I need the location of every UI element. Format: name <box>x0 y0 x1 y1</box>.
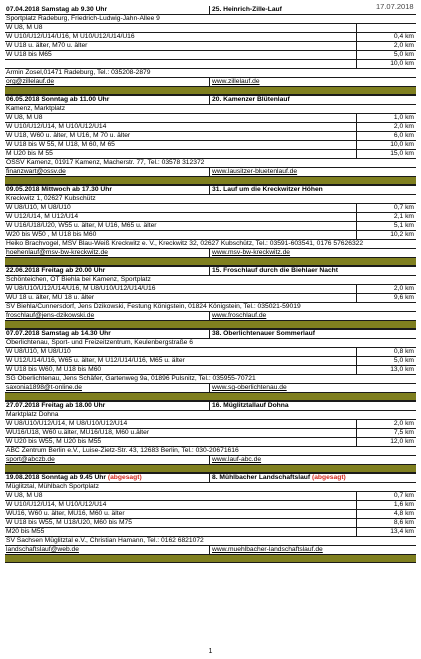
event-location: Schönteichen, OT Biehla bei Kamenz, Sportplatz <box>6 276 151 283</box>
website-link[interactable]: www.sg-oberlichtenau.de <box>212 384 287 391</box>
organizer-info: SG Oberlichtenau, Jens Schäfer, Gartenweg 9a, 01896 Pulsnitz, Tel.: 035955-70721 <box>6 375 256 382</box>
class-row <box>5 231 416 240</box>
cancelled-badge: (abgesagt) <box>311 474 346 481</box>
class-row <box>5 150 416 159</box>
class-label: W U12/U14/U16, W65 u. älter, M U12/U14/U16, M65 u. älter <box>6 357 185 364</box>
class-distance: 6,0 km <box>356 132 416 140</box>
class-label: W U18 bis M65 <box>6 51 52 58</box>
event-block <box>5 266 416 329</box>
class-label: W U10/U12/U14/U16, M U10/U12/U14/U16 <box>6 33 135 40</box>
event-header-row <box>5 186 416 195</box>
class-distance: 8,6 km <box>356 519 416 527</box>
event-name <box>210 267 416 275</box>
contact-row <box>5 384 416 393</box>
organizer-row <box>5 537 416 546</box>
event-separator <box>5 393 416 401</box>
class-row <box>5 357 416 366</box>
event-name <box>210 6 416 14</box>
event-name <box>210 474 416 482</box>
organizer-row <box>5 375 416 384</box>
event-title: 38. Oberlichtenauer Sommerlauf <box>212 330 315 337</box>
contact-row <box>5 546 416 555</box>
class-distance: 15,0 km <box>356 150 416 158</box>
class-distance: 10,0 km <box>356 141 416 149</box>
event-location: Kamenz, Marktplatz <box>6 105 66 112</box>
class-distance: 2,0 km <box>356 42 416 50</box>
class-row <box>5 132 416 141</box>
email-link[interactable]: finanzwart@ossv.de <box>5 168 210 176</box>
event-title: 8. Mühlbacher Landschaftslauf <box>212 474 311 481</box>
event-separator <box>5 465 416 473</box>
class-distance: 13,4 km <box>356 528 416 536</box>
event-title: 25. Heinrich-Zille-Lauf <box>212 6 282 13</box>
email-link[interactable]: saxonia1898@t-online.de <box>5 384 210 392</box>
class-row <box>5 213 416 222</box>
class-distance: 7,5 km <box>356 429 416 437</box>
class-row <box>5 492 416 501</box>
class-label <box>5 60 356 68</box>
organizer-row <box>5 447 416 456</box>
class-label: W U18 bis W 55, M U18, M 60, M 65 <box>6 141 115 148</box>
event-block <box>5 329 416 401</box>
class-distance: 9,6 km <box>356 294 416 302</box>
organizer-info: Heiko Brachvogel, MSV Blau-Weiß Kreckwitz e. V., Kreckwitz 32, 02627 Kubschütz, Tel.: 03591-603541, 0176 57626322 <box>6 240 364 247</box>
event-date: 06.05.2018 Sonntag ab 11.00 Uhr <box>5 96 210 104</box>
class-row <box>5 204 416 213</box>
email-link[interactable]: hoehenlauf@msv-bw-kreckwitz.de <box>5 249 210 257</box>
class-row <box>5 519 416 528</box>
class-label: W U8/U10/U12/U14, M U8/U10/U12/U14 <box>6 420 128 427</box>
event-name <box>210 402 416 410</box>
class-label: M20 bis M55 <box>6 528 45 535</box>
class-label: WU16, W60 u. älter, MU16, M60 u. älter <box>6 510 125 517</box>
class-distance: 2,0 km <box>356 420 416 428</box>
organizer-info: SV Biehla/Cunnersdorf, Jens Dzikowski, Festung Königstein, 01824 Königstein, Tel.: 035021-59019 <box>6 303 301 310</box>
event-separator <box>5 177 416 185</box>
event-location-row <box>5 411 416 420</box>
organizer-row <box>5 159 416 168</box>
class-row <box>5 348 416 357</box>
class-distance: 10,2 km <box>356 231 416 239</box>
class-label: W U12/U14, M U12/U14 <box>6 213 79 220</box>
class-label: W U8/U10/U12/U14/U16, M U8/U10/U12/U14/U16 <box>6 285 156 292</box>
contact-row <box>5 249 416 258</box>
event-separator <box>5 555 416 563</box>
organizer-info: ABC Zentrum Berlin e.V., Luise-Zietz-Str. 43, 12683 Berlin, Tel.: 030-20671616 <box>6 447 239 454</box>
event-header-row <box>5 402 416 411</box>
class-distance: 13,0 km <box>356 366 416 374</box>
organizer-row <box>5 240 416 249</box>
event-location: Marktplatz Dohna <box>6 411 59 418</box>
event-location-row <box>5 276 416 285</box>
class-label: W20 bis W50 , M U18 bis M60 <box>6 231 97 238</box>
event-date: 07.04.2018 Samstag ab 9.30 Uhr <box>5 6 210 14</box>
class-distance: 0,7 km <box>356 492 416 500</box>
class-label: W U18 bis W60, M U18 bis M60 <box>6 366 102 373</box>
event-table <box>5 6 416 563</box>
class-label: W U8, M U8 <box>6 492 43 499</box>
event-date: 27.07.2018 Freitag ab 18.00 Uhr <box>5 402 210 410</box>
event-name <box>210 330 416 338</box>
class-label: W U8/U10, M U8/U10 <box>6 204 71 211</box>
event-header-row <box>5 330 416 339</box>
event-date: 19.08.2018 Sonntag ab 9.45 Uhr (abgesagt) <box>5 474 210 482</box>
class-distance: 5,1 km <box>356 222 416 230</box>
event-name <box>210 96 416 104</box>
class-label: W U16/U18/U20, W55 u. älter, M U16, M65 u. älter <box>6 222 157 229</box>
class-distance: 0,8 km <box>356 348 416 356</box>
class-label: M U20 bis M 55 <box>6 150 53 157</box>
class-distance: 2,0 km <box>356 285 416 293</box>
class-row <box>5 510 416 519</box>
class-distance: 4,8 km <box>356 510 416 518</box>
class-distance: 5,0 km <box>356 51 416 59</box>
class-row <box>5 438 416 447</box>
event-title: 31. Lauf um die Kreckwitzer Höhen <box>212 186 323 193</box>
website-link[interactable]: www.zillelauf.de <box>212 78 260 85</box>
event-header-row <box>5 267 416 276</box>
class-row <box>5 123 416 132</box>
class-row <box>5 33 416 42</box>
website-link[interactable]: www.lausitzer-bluetenlauf.de <box>212 168 298 175</box>
email-link[interactable]: org@zillelauf.de <box>5 78 210 86</box>
event-separator <box>5 321 416 329</box>
event-location: Sportplatz Radeburg, Friedrich-Ludwig-Jahn-Allee 9 <box>6 15 160 22</box>
print-date: 17.07.2018 <box>376 2 414 11</box>
class-distance: 1,0 km <box>356 114 416 122</box>
class-label: W U18 bis W55, M U18/U20, M60 bis M75 <box>6 519 132 526</box>
event-block <box>5 401 416 473</box>
event-separator <box>5 87 416 95</box>
event-block <box>5 473 416 563</box>
class-distance: 1,6 km <box>356 501 416 509</box>
event-header-row <box>5 6 416 15</box>
cancelled-badge: (abgesagt) <box>107 474 142 481</box>
event-block <box>5 95 416 185</box>
class-row <box>5 51 416 60</box>
event-location-row <box>5 339 416 348</box>
organizer-info: Armin Zosel,01471 Radeburg, Tel.: 035208-2879 <box>6 69 151 76</box>
email-link[interactable]: landschaftslauf@web.de <box>5 546 210 554</box>
website-link[interactable]: www.froschlauf.de <box>212 312 267 319</box>
class-row <box>5 24 416 33</box>
event-separator <box>5 258 416 266</box>
class-distance: 10,0 km <box>356 60 416 68</box>
event-location-row <box>5 483 416 492</box>
organizer-info: SV Sachsen Müglitztal e.V., Christian Hamann, Tel.: 0162 6821072 <box>6 537 204 544</box>
class-row <box>5 222 416 231</box>
event-location-row <box>5 15 416 24</box>
event-location: Oberlichtenau, Sport- und Freizeitzentrum, Keulenbergstraße 6 <box>6 339 193 346</box>
class-row <box>5 294 416 303</box>
class-row <box>5 501 416 510</box>
email-link[interactable]: froschlauf@jens-dzikowski.de <box>5 312 210 320</box>
page-number: 1 <box>208 648 213 655</box>
event-block <box>5 6 416 95</box>
event-location: Kreckwitz 1, 02627 Kubschütz <box>6 195 96 202</box>
class-distance: 0,7 km <box>356 204 416 212</box>
event-name <box>210 186 416 194</box>
class-row <box>5 420 416 429</box>
event-title: 16. Müglitztallauf Dohna <box>212 402 289 409</box>
contact-row <box>5 312 416 321</box>
email-link[interactable]: sport@abczb.de <box>5 456 210 464</box>
class-row <box>5 60 416 69</box>
event-location-row <box>5 105 416 114</box>
class-row <box>5 141 416 150</box>
event-block <box>5 185 416 266</box>
class-row <box>5 429 416 438</box>
class-label: WU16/U18, W60 u.älter, MU16/U18, M60 u.älter <box>6 429 150 436</box>
event-location: Müglitztal, Mühlbach Sportplatz <box>6 483 99 490</box>
class-distance: 2,0 km <box>356 123 416 131</box>
contact-row <box>5 168 416 177</box>
class-row <box>5 285 416 294</box>
class-label: W U10/U12/U14, M U10/U12/U14 <box>6 501 107 508</box>
class-distance: 12,0 km <box>356 438 416 446</box>
event-title: 20. Kamenzer Blütenlauf <box>212 96 290 103</box>
class-label: W U20 bis W55, M U20 bis M55 <box>6 438 102 445</box>
website-link[interactable]: www.lauf-abc.de <box>212 456 262 463</box>
class-row <box>5 528 416 537</box>
class-row <box>5 366 416 375</box>
class-distance: 0,4 km <box>356 33 416 41</box>
class-distance: 2,1 km <box>356 213 416 221</box>
class-label: W U8/U10, M U8/U10 <box>6 348 71 355</box>
class-distance <box>356 24 416 32</box>
contact-row <box>5 78 416 87</box>
class-label: W U10/U12/U14, M U10/U12/U14 <box>6 123 107 130</box>
class-label: W U8, M U8 <box>6 24 43 31</box>
class-label: W U18 u. älter, M70 u. älter <box>6 42 88 49</box>
class-label: W U18, W60 u. älter, M U16, M 70 u. älter <box>6 132 131 139</box>
event-header-row <box>5 96 416 105</box>
organizer-info: OSSV Kamenz, 01917 Kamenz, Macherstr. 77, Tel.: 03578 312372 <box>6 159 205 166</box>
class-label: W U8, M U8 <box>6 114 43 121</box>
event-date: 07.07.2018 Samstag ab 14.30 Uhr <box>5 330 210 338</box>
class-label: WU 18 u. älter, MU 18 u. älter <box>6 294 95 301</box>
event-date: 09.05.2018 Mittwoch ab 17.30 Uhr <box>5 186 210 194</box>
organizer-row <box>5 69 416 78</box>
event-location-row <box>5 195 416 204</box>
class-row <box>5 114 416 123</box>
website-link[interactable]: www.msv-bw-kreckwitz.de <box>212 249 291 256</box>
event-date: 22.06.2018 Freitag ab 20.00 Uhr <box>5 267 210 275</box>
class-distance: 5,0 km <box>356 357 416 365</box>
class-row <box>5 42 416 51</box>
event-header-row <box>5 474 416 483</box>
contact-row <box>5 456 416 465</box>
website-link[interactable]: www.muehlbacher-landschaftslauf.de <box>212 546 323 553</box>
event-title: 15. Froschlauf durch die Biehlaer Nacht <box>212 267 338 274</box>
organizer-row <box>5 303 416 312</box>
